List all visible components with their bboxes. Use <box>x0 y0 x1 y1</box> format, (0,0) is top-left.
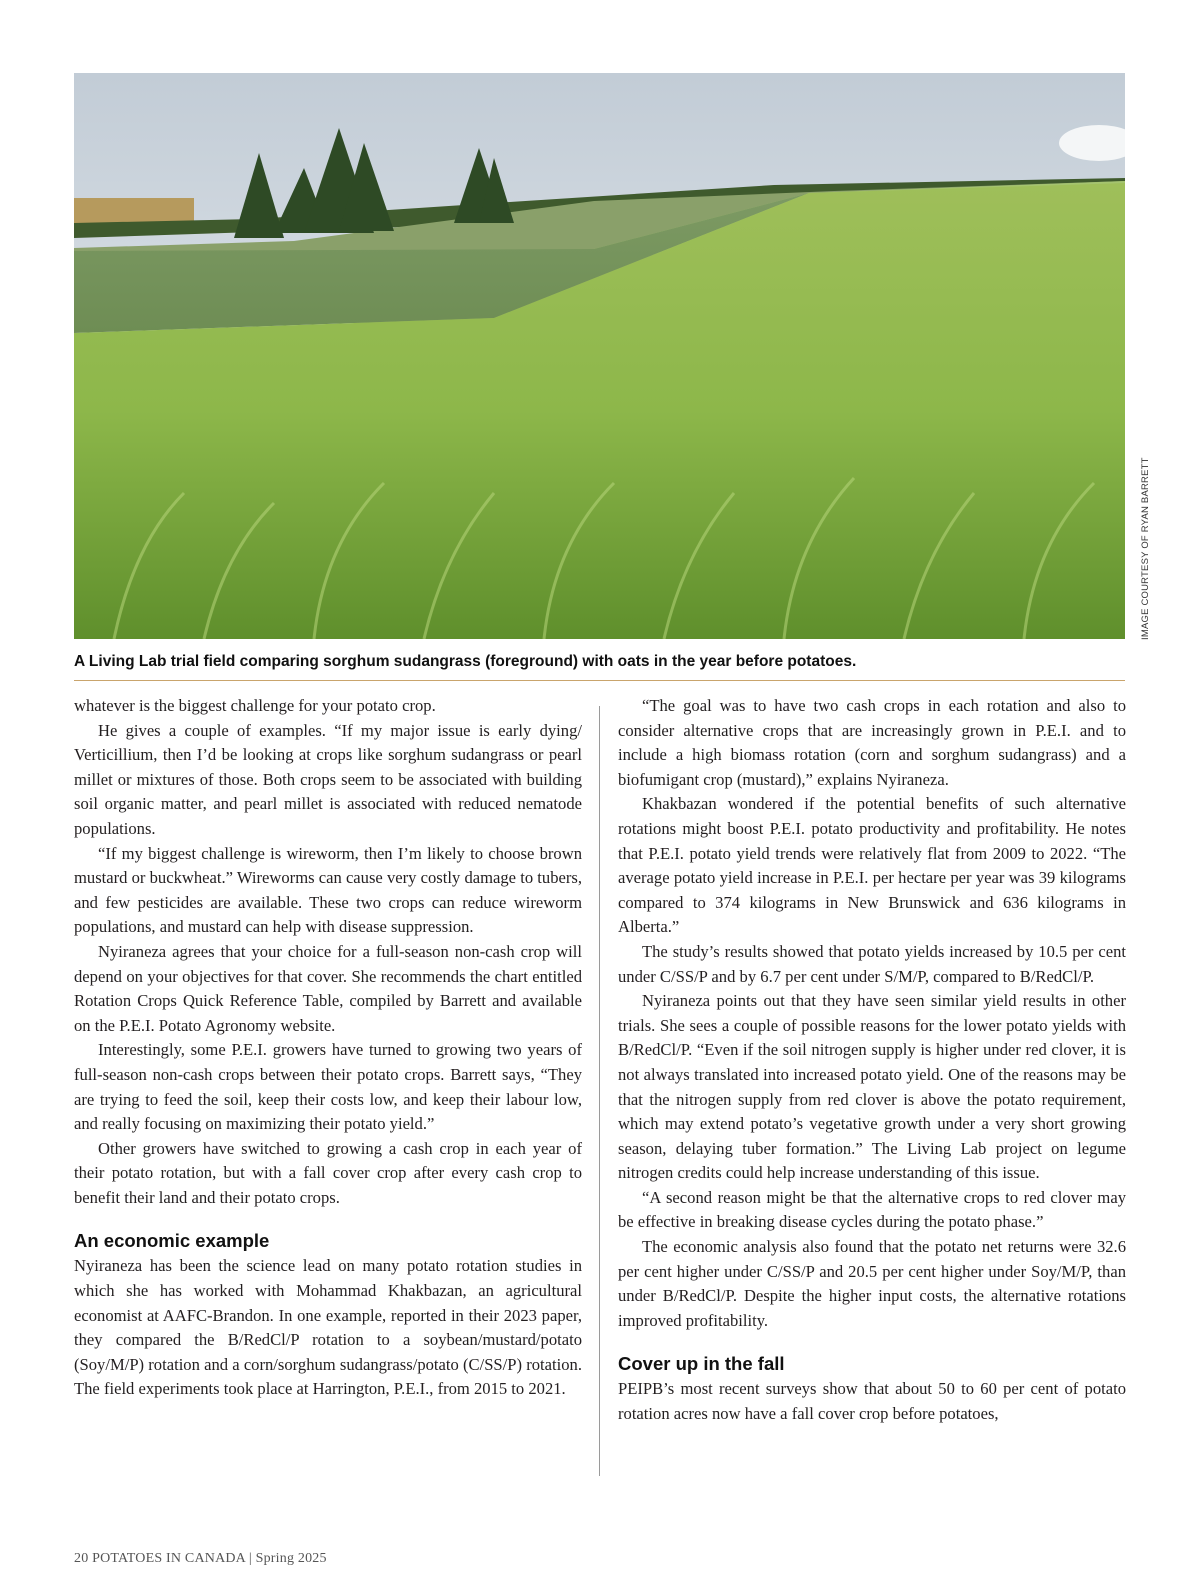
page-footer: 20 POTATOES IN CANADA | Spring 2025 <box>74 1551 327 1566</box>
paragraph: Interestingly, some P.E.I. growers have turned to growing two years of full-season non-cash crops between their potato crops. Barrett says, “They are trying to feed the soil, keep their costs low, and keep their labour low, and really focusing on maximizing their potato yield.” <box>74 1040 582 1134</box>
paragraph: “The goal was to have two cash crops in each rotation and also to consider alternative crops that are increasingly grown in P.E.I. and to include a high biomass rotation (corn and sorghum sudangrass) and a biofumigant crop (mustard),” explains Nyiraneza. <box>618 696 1126 789</box>
section-heading-economic-example: An economic example <box>74 1230 270 1252</box>
paragraph: Nyiraneza has been the science lead on many potato rotation studies in which she has worked with Mohammad Khakbazan, an agricultural economist at AAFC-Brandon. In one example, reported in their 2023 paper, they compared the B/RedCl/P rotation to a soybean/mustard/potato (Soy/M/P) rotation and a corn/sorghum sudangrass/potato (C/SS/P) rotation. The field experiments took place at Harrington, P.E.I., from 2015 to 2021. <box>74 1256 582 1399</box>
paragraph: “A second reason might be that the alternative crops to red clover may be effective in breaking disease cycles during the potato phase.” <box>618 1187 1126 1232</box>
field-photo <box>74 73 1125 639</box>
column-divider <box>599 706 600 1476</box>
paragraph: “If my biggest challenge is wireworm, then I’m likely to choose brown mustard or buckwheat.” Wireworms can cause very costly damage to tubers, and few pesticides are available. These two crops can reduce wireworm populations, and mustard can help with disease suppression. <box>74 843 582 937</box>
photo-caption: A Living Lab trial field comparing sorghum sudangrass (foreground) with oats in the year before potatoes. <box>74 653 857 670</box>
caption-rule <box>74 680 1125 681</box>
paragraph: Other growers have switched to growing a cash crop in each year of their potato rotation, but with a fall cover crop after every cash crop to benefit their land and their potato crops. <box>74 1138 582 1207</box>
section-heading-cover-up: Cover up in the fall <box>618 1353 785 1375</box>
field-illustration <box>74 73 1125 639</box>
paragraph: whatever is the biggest challenge for your potato crop. <box>74 696 436 715</box>
paragraph: Nyiraneza points out that they have seen similar yield results in other trials. She sees a couple of possible reasons for the lower potato yields with B/RedCl/P. “Even if the soil nitrogen supply is higher under red clover, it is not always translated into increased potato yield. One of the reasons may be that the nitrogen supply from red clover is above the potato requirement, which may extend potato’s vegetative growth under a very short growing season, delaying tuber formation.” The Living Lab project on legume nitrogen credits could help increase understanding of this issue. <box>618 991 1126 1183</box>
left-column <box>74 694 582 1402</box>
paragraph: Khakbazan wondered if the potential benefits of such alternative rotations might boost P.E.I. potato productivity and profitability. He notes that P.E.I. potato yield trends were relatively flat from 2009 to 2022. “The average potato yield increase in P.E.I. per hectare per year was 39 kilograms compared to 374 kilograms in New Brunswick and 636 kilograms in Alberta.” <box>618 794 1126 937</box>
paragraph: He gives a couple of examples. “If my major issue is early dying/ Verticillium, then I’d be looking at crops like sorghum sudangrass or pearl millet or mixtures of those. Both crops seem to be associated with building soil organic matter, and pearl millet is associated with reduced nematode populations. <box>74 720 582 838</box>
paragraph: The study’s results showed that potato yields increased by 10.5 per cent under C/SS/P and by 6.7 per cent under S/M/P, compared to B/RedCl/P. <box>618 941 1126 986</box>
paragraph: The economic analysis also found that the potato net returns were 32.6 per cent higher under C/SS/P and 20.5 per cent higher under Soy/M/P, than under B/RedCl/P. Despite the higher input costs, the alternative rotations improved profitability. <box>618 1237 1126 1330</box>
right-column <box>618 694 1126 1427</box>
paragraph: PEIPB’s most recent surveys show that about 50 to 60 per cent of potato rotation acres now have a fall cover crop before potatoes, <box>618 1379 1126 1424</box>
paragraph: Nyiraneza agrees that your choice for a full-season non-cash crop will depend on your objectives for that cover. She recommends the chart entitled Rotation Crops Quick Reference Table, compiled by Barrett and available on the P.E.I. Potato Agronomy website. <box>74 941 582 1035</box>
photo-credit: IMAGE COURTESY OF RYAN BARRETT <box>1140 457 1151 640</box>
